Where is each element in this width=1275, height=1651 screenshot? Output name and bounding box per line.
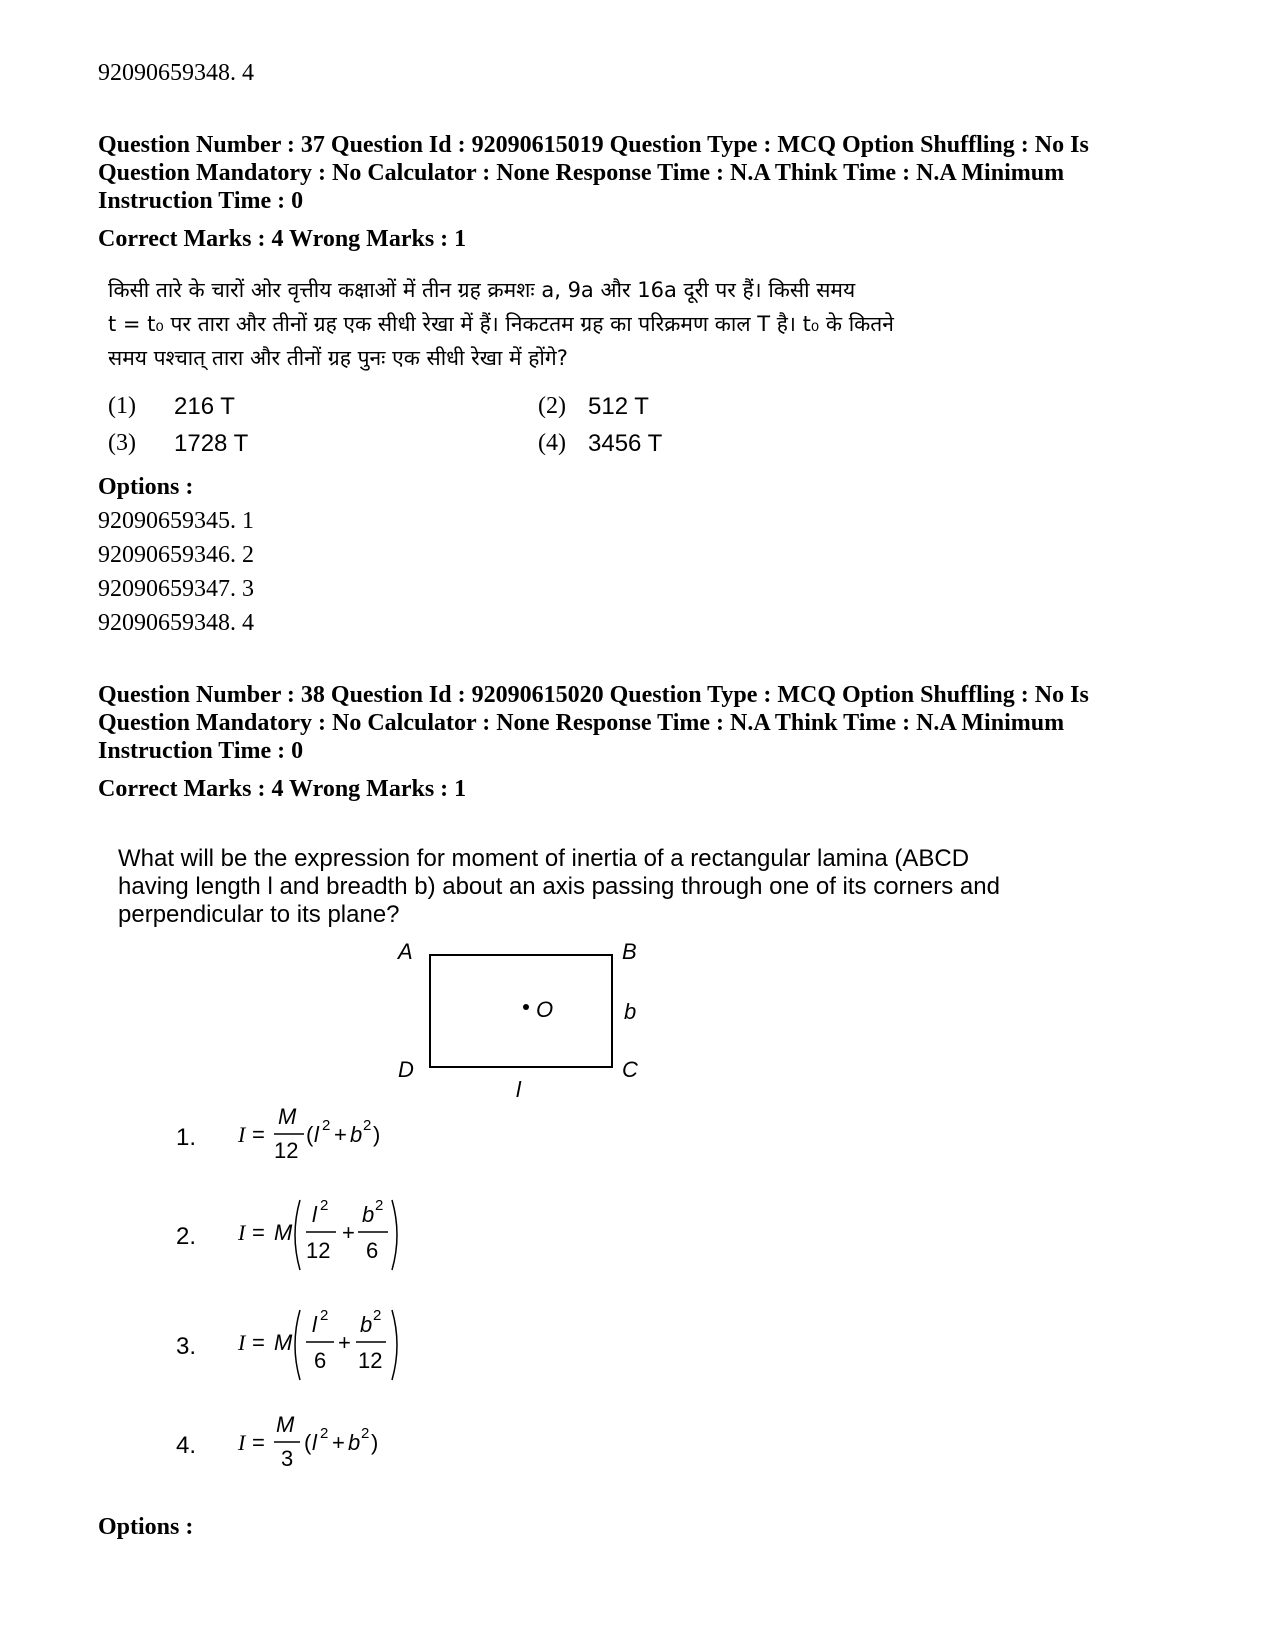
q38-choice-1-number: 1. [176,1124,197,1151]
svg-text:6: 6 [314,1348,327,1373]
svg-text:2: 2 [373,1307,382,1324]
corner-b-label: B [622,939,637,964]
choice-value: 3456 T [588,430,663,457]
q37-marks: Correct Marks : 4 Wrong Marks : 1 [98,226,467,252]
svg-text:+: + [332,1430,345,1455]
svg-text:M: M [278,1104,297,1129]
corner-a-label: A [398,939,413,964]
svg-text:=: = [252,1430,265,1455]
q38-question-text: What will be the expression for moment of inertia of a rectangular lamina (ABCD having length l and breadth b) about an axis passing through one of its corners and perpendicular to its plane? [118,845,1000,928]
svg-text:l: l [312,1202,317,1227]
q37-choice-2 [538,393,649,420]
svg-text:12: 12 [306,1238,331,1263]
svg-text:2: 2 [320,1425,329,1442]
svg-text:): ) [371,1430,379,1455]
length-label: l [516,1077,521,1102]
svg-text:+: + [342,1220,355,1245]
svg-text:M: M [274,1330,293,1355]
q38-formula-3 [238,1302,438,1388]
svg-text:(: ( [306,1122,314,1147]
q37-meta: Question Number : 37 Question Id : 92090615019 Question Type : MCQ Option Shuffling : No Is Question Mandatory : No Calculator : None Response Time : N.A Think Time : N.A Minimum Instruction Time : 0 [98,132,1089,214]
choice-number: (3) [108,430,136,456]
svg-text:+: + [334,1122,347,1147]
q38-choice-4-number: 4. [176,1432,197,1459]
svg-text:3: 3 [281,1446,294,1471]
choice-value: 512 T [588,393,649,420]
lamina-rectangle [430,955,612,1067]
choice-number: (4) [538,430,566,456]
q38-options-label: Options : [98,1514,194,1540]
q37-option-1: 92090659345. 1 [98,508,254,534]
svg-text:12: 12 [274,1138,299,1163]
q37-choice-3 [108,430,249,457]
svg-text:l: l [312,1430,317,1455]
q38-meta: Question Number : 38 Question Id : 92090615020 Question Type : MCQ Option Shuffling : No Is Question Mandatory : No Calculator : None Response Time : N.A Think Time : N.A Minimum Instruction Time : 0 [98,682,1089,764]
svg-text:(: ( [304,1430,312,1455]
prev-option-line: 92090659348. 4 [98,60,254,86]
q37-text-line3: समय पश्चात् तारा और तीनों ग्रह पुनः एक सीधी रेखा में होंगे? [108,346,568,370]
svg-text:l: l [314,1122,319,1147]
svg-text:2: 2 [320,1197,329,1214]
q37-option-3: 92090659347. 3 [98,576,254,602]
q38-formula-2 [238,1192,438,1278]
q38-choice-3-number: 3. [176,1333,197,1360]
svg-text:M: M [274,1220,293,1245]
choice-number: (1) [108,393,136,419]
svg-text:2: 2 [375,1197,384,1214]
svg-text:2: 2 [363,1117,372,1134]
corner-c-label: C [622,1057,638,1082]
q37-options-label: Options : [98,474,194,500]
q37-text-line1: किसी तारे के चारों ओर वृत्तीय कक्षाओं में तीन ग्रह क्रमशः a, 9a और 16a दूरी पर हैं। किसी समय [108,278,856,302]
q37-choice-4 [538,430,663,457]
q37-question-text [108,273,1008,375]
q38-marks: Correct Marks : 4 Wrong Marks : 1 [98,776,467,802]
svg-text:I: I [238,1220,246,1245]
svg-text:M: M [276,1412,295,1437]
svg-text:b: b [360,1312,373,1337]
svg-text:2: 2 [320,1307,329,1324]
svg-text:I: I [238,1330,246,1355]
center-point [523,1004,529,1010]
svg-text:): ) [373,1122,381,1147]
q38-formula-1 [238,1102,428,1172]
corner-d-label: D [398,1057,414,1082]
q37-text-line2: t = t₀ पर तारा और तीनों ग्रह एक सीधी रेखा में हैं। निकटतम ग्रह का परिक्रमण काल T है। t₀ के कितने [108,312,894,336]
svg-text:2: 2 [361,1425,370,1442]
svg-text:2: 2 [322,1117,331,1134]
svg-text:+: + [338,1330,351,1355]
q37-choice-1 [108,393,235,420]
choice-number: (2) [538,393,566,419]
svg-text:b: b [348,1430,361,1455]
svg-text:b: b [362,1202,375,1227]
lamina-figure [390,935,660,1102]
q38-formula-4 [238,1410,428,1480]
q37-option-2: 92090659346. 2 [98,542,254,568]
q38-choice-2-number: 2. [176,1223,197,1250]
breadth-label: b [624,999,637,1024]
svg-text:12: 12 [358,1348,383,1373]
choice-value: 216 T [174,393,235,420]
svg-text:6: 6 [366,1238,379,1263]
svg-text:I: I [238,1430,246,1455]
svg-text:I: I [238,1122,246,1147]
choice-value: 1728 T [174,430,249,457]
svg-text:=: = [252,1122,265,1147]
svg-text:=: = [252,1330,265,1355]
q37-option-4: 92090659348. 4 [98,610,254,636]
svg-text:l: l [312,1312,317,1337]
center-label: O [536,997,554,1022]
svg-text:b: b [350,1122,363,1147]
svg-text:=: = [252,1220,265,1245]
